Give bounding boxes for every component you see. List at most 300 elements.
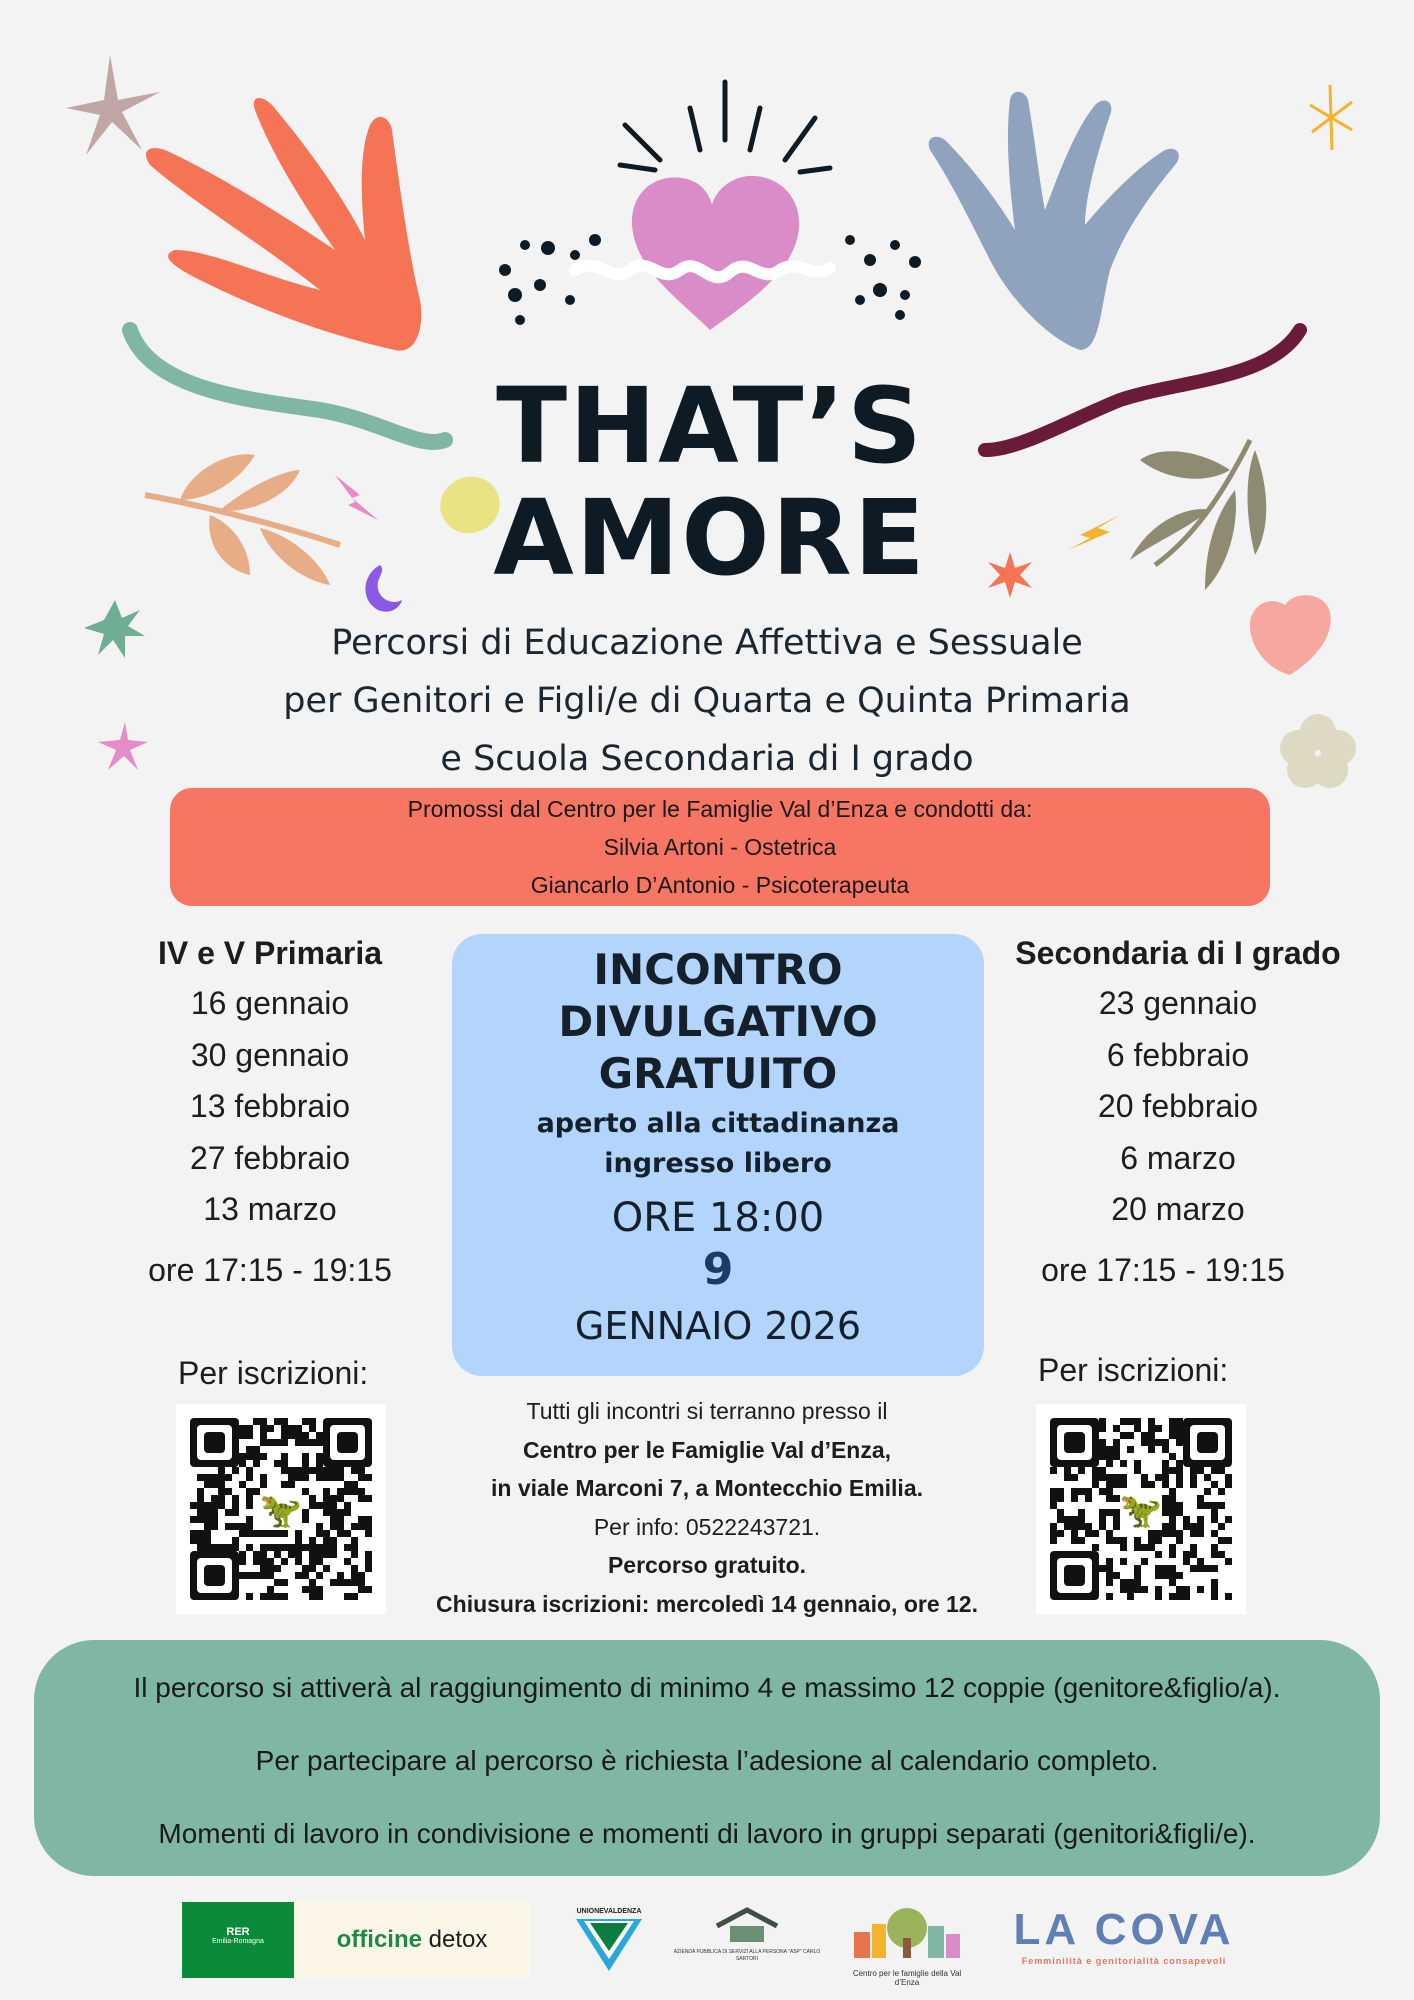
qr-module	[337, 1467, 344, 1474]
qr-module	[1162, 1565, 1169, 1572]
qr-module	[1120, 1481, 1127, 1488]
qr-module	[288, 1481, 295, 1488]
qr-module	[1162, 1530, 1169, 1537]
heart-icon	[632, 176, 799, 330]
notes-box	[34, 1640, 1380, 1876]
qr-module	[197, 1488, 204, 1495]
qr-module	[204, 1523, 211, 1530]
event-title-line: DIVULGATIVO	[558, 997, 878, 1046]
la-cova-text: LA COVA	[1013, 1905, 1235, 1954]
event-month: GENNAIO 2026	[574, 1304, 862, 1348]
event-subtitle-line: aperto alla cittadinanza	[536, 1108, 900, 1139]
qr-module	[1176, 1509, 1183, 1516]
qr-module	[1162, 1474, 1169, 1481]
qr-module	[267, 1425, 274, 1432]
qr-module	[1197, 1586, 1204, 1593]
qr-module	[1218, 1502, 1225, 1509]
qr-module	[1106, 1509, 1113, 1516]
qr-module	[274, 1579, 281, 1586]
qr-module	[1225, 1474, 1232, 1481]
qr-module	[197, 1509, 204, 1516]
qr-module	[1057, 1495, 1064, 1502]
qr-module	[260, 1565, 267, 1572]
promoters-banner	[170, 788, 1270, 906]
qr-module	[330, 1537, 337, 1544]
qr-module	[1169, 1502, 1176, 1509]
qr-module	[1169, 1523, 1176, 1530]
qr-module	[281, 1418, 288, 1425]
qr-module	[344, 1530, 351, 1537]
qr-module	[1155, 1586, 1162, 1593]
qr-module	[288, 1551, 295, 1558]
secondaria-date: 23 gennaio	[1098, 985, 1258, 1021]
note-line: Momenti di lavoro in condivisione e momenti di lavoro in gruppi separati (genitori&figli/e).	[158, 1818, 1256, 1849]
qr-module	[1120, 1418, 1127, 1425]
info-address: in viale Marconi 7, a Montecchio Emilia.	[490, 1475, 923, 1501]
qr-module	[1064, 1474, 1071, 1481]
qr-module	[1099, 1446, 1106, 1453]
qr-module	[1106, 1565, 1113, 1572]
qr-module	[316, 1439, 323, 1446]
qr-module	[1057, 1530, 1064, 1537]
qr-module	[323, 1488, 330, 1495]
qr-module	[1092, 1530, 1099, 1537]
primaria-date: 30 gennaio	[190, 1036, 350, 1073]
qr-module	[309, 1502, 316, 1509]
qr-module	[211, 1516, 218, 1523]
qr-module	[246, 1446, 253, 1453]
qr-module	[204, 1481, 211, 1488]
qr-module	[295, 1432, 302, 1439]
qr-module	[323, 1474, 330, 1481]
qr-module	[267, 1586, 274, 1593]
qr-module	[1057, 1509, 1064, 1516]
qr-module	[1218, 1467, 1225, 1474]
qr-module	[274, 1551, 281, 1558]
qr-module	[1148, 1432, 1155, 1439]
qr-module	[330, 1474, 337, 1481]
qr-module	[1127, 1446, 1134, 1453]
qr-module	[218, 1481, 225, 1488]
qr-module	[232, 1502, 239, 1509]
sponsor-logos	[0, 1898, 1414, 1988]
event-title-line: INCONTRO	[593, 945, 843, 994]
qr-module	[218, 1488, 225, 1495]
lightning-icon	[335, 475, 378, 520]
qr-module	[218, 1502, 225, 1509]
qr-module	[1120, 1460, 1127, 1467]
qr-module	[365, 1565, 372, 1572]
qr-module	[1106, 1460, 1113, 1467]
qr-module	[246, 1544, 253, 1551]
right-hand-shape	[929, 92, 1179, 350]
qr-module	[1155, 1439, 1162, 1446]
promo-line-2: Silvia Artoni - Ostetrica	[603, 834, 837, 860]
secondaria-qr-code[interactable]	[1036, 1404, 1246, 1614]
heart-icon	[1250, 595, 1331, 675]
qr-module	[358, 1495, 365, 1502]
qr-module	[225, 1544, 232, 1551]
qr-module	[1169, 1418, 1176, 1425]
qr-module	[323, 1551, 330, 1558]
qr-module	[316, 1432, 323, 1439]
event-subtitle	[452, 1104, 984, 1184]
qr-module	[309, 1495, 316, 1502]
qr-module	[260, 1432, 267, 1439]
title-line-1: THAT’S	[496, 365, 924, 487]
qr-module	[1169, 1509, 1176, 1516]
qr-module	[225, 1488, 232, 1495]
qr-module	[365, 1495, 372, 1502]
qr-module	[302, 1488, 309, 1495]
qr-module	[274, 1565, 281, 1572]
qr-module	[281, 1558, 288, 1565]
qr-module	[1169, 1488, 1176, 1495]
qr-module	[1211, 1586, 1218, 1593]
qr-module	[1176, 1572, 1183, 1579]
qr-module	[1127, 1418, 1134, 1425]
primaria-date: 13 marzo	[203, 1191, 337, 1227]
qr-module	[197, 1474, 204, 1481]
qr-module	[1050, 1488, 1057, 1495]
qr-module	[1204, 1502, 1211, 1509]
qr-module	[1099, 1418, 1106, 1425]
qr-module	[1176, 1425, 1183, 1432]
qr-module	[1099, 1523, 1106, 1530]
qr-module	[358, 1572, 365, 1579]
qr-module	[267, 1439, 274, 1446]
qr-module	[218, 1495, 225, 1502]
qr-module	[1134, 1572, 1141, 1579]
info-line: Tutti gli incontri si terranno presso il	[526, 1398, 888, 1424]
qr-module	[1155, 1537, 1162, 1544]
qr-module	[337, 1488, 344, 1495]
qr-module	[1176, 1467, 1183, 1474]
qr-module	[281, 1544, 288, 1551]
qr-module	[1169, 1432, 1176, 1439]
qr-module	[330, 1544, 337, 1551]
qr-module	[1099, 1474, 1106, 1481]
qr-module	[365, 1516, 372, 1523]
qr-module	[1183, 1551, 1190, 1558]
qr-module	[351, 1467, 358, 1474]
qr-module	[351, 1537, 358, 1544]
qr-module	[1127, 1593, 1134, 1600]
qr-module	[204, 1544, 211, 1551]
qr-module	[232, 1523, 239, 1530]
qr-module	[337, 1474, 344, 1481]
qr-module	[1120, 1537, 1127, 1544]
qr-module	[358, 1467, 365, 1474]
qr-module	[260, 1544, 267, 1551]
qr-module	[316, 1453, 323, 1460]
qr-module	[302, 1516, 309, 1523]
qr-module	[1162, 1495, 1169, 1502]
qr-module	[323, 1537, 330, 1544]
qr-module	[211, 1509, 218, 1516]
qr-module	[246, 1467, 253, 1474]
qr-module	[246, 1425, 253, 1432]
qr-module	[197, 1502, 204, 1509]
qr-module	[316, 1558, 323, 1565]
primaria-schedule	[110, 928, 430, 1289]
qr-module	[1197, 1495, 1204, 1502]
secondaria-date: 6 febbraio	[1106, 1036, 1250, 1073]
qr-module	[253, 1446, 260, 1453]
qr-module	[1155, 1474, 1162, 1481]
qr-module	[1211, 1593, 1218, 1600]
qr-module	[358, 1586, 365, 1593]
qr-module	[1050, 1495, 1057, 1502]
qr-module	[1176, 1502, 1183, 1509]
qr-code-icon	[1036, 1404, 1246, 1614]
qr-module	[344, 1488, 351, 1495]
qr-module	[253, 1558, 260, 1565]
rer-logo-sub: Emilia-Romagna	[212, 1938, 264, 1945]
qr-module	[1169, 1551, 1176, 1558]
qr-module	[1162, 1460, 1169, 1467]
qr-module	[281, 1432, 288, 1439]
qr-module	[211, 1481, 218, 1488]
qr-module	[295, 1474, 302, 1481]
qr-module	[309, 1579, 316, 1586]
qr-module	[218, 1544, 225, 1551]
qr-module	[1155, 1593, 1162, 1600]
rer-logo-text: RER	[226, 1926, 250, 1938]
qr-module	[288, 1544, 295, 1551]
qr-module	[316, 1460, 323, 1467]
qr-module	[1106, 1474, 1113, 1481]
qr-module	[281, 1579, 288, 1586]
qr-module	[197, 1530, 204, 1537]
qr-module	[1106, 1488, 1113, 1495]
qr-module	[197, 1537, 204, 1544]
qr-module	[1099, 1488, 1106, 1495]
qr-module	[211, 1523, 218, 1530]
qr-module	[204, 1509, 211, 1516]
qr-module	[1148, 1425, 1155, 1432]
qr-module	[316, 1572, 323, 1579]
secondaria-date: 6 marzo	[1120, 1139, 1236, 1176]
qr-module	[1106, 1446, 1113, 1453]
qr-module	[309, 1439, 316, 1446]
qr-module	[1134, 1565, 1141, 1572]
qr-module	[260, 1418, 267, 1425]
qr-module	[267, 1565, 274, 1572]
qr-module	[1155, 1551, 1162, 1558]
qr-module	[1190, 1565, 1197, 1572]
qr-module	[211, 1495, 218, 1502]
qr-module	[302, 1572, 309, 1579]
qr-module	[260, 1593, 267, 1600]
qr-module	[232, 1537, 239, 1544]
qr-module	[358, 1523, 365, 1530]
qr-module	[1134, 1586, 1141, 1593]
qr-module	[1134, 1537, 1141, 1544]
officine-detox-logo	[294, 1902, 530, 1978]
qr-module	[1134, 1418, 1141, 1425]
qr-module	[1078, 1488, 1085, 1495]
secondaria-signup-label: Per iscrizioni:	[1038, 1352, 1229, 1388]
qr-module	[1092, 1474, 1099, 1481]
qr-module	[1197, 1530, 1204, 1537]
la-cova-logo	[1004, 1904, 1244, 1984]
qr-module	[197, 1544, 204, 1551]
qr-module	[323, 1509, 330, 1516]
qr-module	[1134, 1467, 1141, 1474]
qr-module	[1092, 1481, 1099, 1488]
qr-module	[260, 1474, 267, 1481]
qr-module	[337, 1523, 344, 1530]
qr-module	[1155, 1572, 1162, 1579]
qr-module	[204, 1537, 211, 1544]
qr-module	[1176, 1537, 1183, 1544]
qr-module	[1050, 1502, 1057, 1509]
qr-module	[330, 1502, 337, 1509]
qr-module	[1176, 1530, 1183, 1537]
qr-module	[1190, 1544, 1197, 1551]
qr-module	[302, 1453, 309, 1460]
qr-module	[1099, 1467, 1106, 1474]
qr-module	[1225, 1593, 1232, 1600]
qr-module	[323, 1544, 330, 1551]
qr-module	[351, 1551, 358, 1558]
qr-module	[246, 1593, 253, 1600]
qr-module	[1050, 1467, 1057, 1474]
qr-module	[288, 1425, 295, 1432]
qr-module	[1078, 1467, 1085, 1474]
subtitle	[160, 614, 1254, 788]
qr-module	[1155, 1530, 1162, 1537]
qr-module	[1197, 1565, 1204, 1572]
qr-module	[1071, 1495, 1078, 1502]
qr-module	[211, 1502, 218, 1509]
lightning-icon	[1068, 515, 1120, 550]
qr-module	[1106, 1579, 1113, 1586]
qr-module	[274, 1460, 281, 1467]
qr-module	[1162, 1523, 1169, 1530]
qr-finder	[204, 1432, 225, 1453]
qr-module	[295, 1439, 302, 1446]
star-icon	[84, 600, 145, 658]
qr-module	[1183, 1593, 1190, 1600]
qr-module	[1211, 1509, 1218, 1516]
qr-module	[1162, 1439, 1169, 1446]
qr-module	[1162, 1481, 1169, 1488]
qr-module	[330, 1516, 337, 1523]
qr-module	[316, 1551, 323, 1558]
qr-module	[1162, 1509, 1169, 1516]
qr-module	[365, 1474, 372, 1481]
qr-module	[1085, 1530, 1092, 1537]
qr-module	[330, 1579, 337, 1586]
qr-module	[1211, 1530, 1218, 1537]
qr-module	[253, 1530, 260, 1537]
qr-module	[1162, 1467, 1169, 1474]
qr-module	[1120, 1474, 1127, 1481]
qr-module	[1169, 1579, 1176, 1586]
qr-module	[239, 1453, 246, 1460]
qr-finder	[1064, 1432, 1085, 1453]
qr-module	[316, 1586, 323, 1593]
qr-module	[1197, 1467, 1204, 1474]
event-title-line: GRATUITO	[598, 1049, 838, 1098]
info-free: Percorso gratuito.	[607, 1552, 807, 1578]
primaria-date: 16 gennaio	[190, 985, 350, 1021]
qr-module	[1113, 1537, 1120, 1544]
qr-module	[309, 1425, 316, 1432]
qr-module	[1148, 1446, 1155, 1453]
secondaria-schedule	[1000, 928, 1356, 1289]
qr-module	[1176, 1439, 1183, 1446]
dinosaur-icon: 🦖	[1119, 1492, 1163, 1530]
qr-module	[1057, 1488, 1064, 1495]
unione-text: UNIONEVALDENZA	[576, 1908, 642, 1915]
qr-module	[351, 1481, 358, 1488]
qr-module	[344, 1502, 351, 1509]
qr-module	[1071, 1523, 1078, 1530]
qr-module	[1120, 1544, 1127, 1551]
qr-module	[1169, 1453, 1176, 1460]
qr-module	[1190, 1467, 1197, 1474]
flower-icon	[1280, 714, 1356, 788]
page-title	[380, 365, 1040, 599]
qr-module	[1169, 1544, 1176, 1551]
qr-module	[337, 1495, 344, 1502]
centro-famiglie-logo	[848, 1902, 966, 1987]
qr-module	[1078, 1509, 1085, 1516]
qr-finder	[337, 1432, 358, 1453]
qr-module	[302, 1565, 309, 1572]
qr-module	[239, 1572, 246, 1579]
qr-module	[288, 1474, 295, 1481]
qr-module	[281, 1425, 288, 1432]
qr-module	[1218, 1551, 1225, 1558]
qr-module	[365, 1558, 372, 1565]
qr-module	[365, 1586, 372, 1593]
qr-module	[1190, 1523, 1197, 1530]
subtitle-line-1: Percorsi di Educazione Affettiva e Sessuale	[331, 623, 1083, 663]
qr-module	[267, 1530, 274, 1537]
qr-module	[302, 1544, 309, 1551]
qr-module	[1148, 1530, 1155, 1537]
qr-module	[1169, 1516, 1176, 1523]
qr-module	[211, 1474, 218, 1481]
qr-module	[190, 1516, 197, 1523]
qr-module	[1113, 1425, 1120, 1432]
qr-module	[1106, 1453, 1113, 1460]
note-line: Per partecipare al percorso è richiesta l’adesione al calendario completo.	[255, 1745, 1159, 1776]
qr-module	[246, 1523, 253, 1530]
qr-module	[1211, 1467, 1218, 1474]
detox-text: detox	[428, 1926, 488, 1953]
qr-module	[267, 1572, 274, 1579]
qr-module	[260, 1425, 267, 1432]
qr-module	[1071, 1516, 1078, 1523]
qr-module	[1211, 1565, 1218, 1572]
primaria-qr-code[interactable]	[176, 1404, 386, 1614]
qr-module	[239, 1481, 246, 1488]
qr-module	[1162, 1446, 1169, 1453]
qr-module	[204, 1530, 211, 1537]
qr-module	[239, 1460, 246, 1467]
qr-module	[316, 1502, 323, 1509]
qr-module	[323, 1467, 330, 1474]
qr-module	[316, 1544, 323, 1551]
qr-module	[1141, 1439, 1148, 1446]
qr-module	[1113, 1453, 1120, 1460]
qr-module	[1225, 1481, 1232, 1488]
